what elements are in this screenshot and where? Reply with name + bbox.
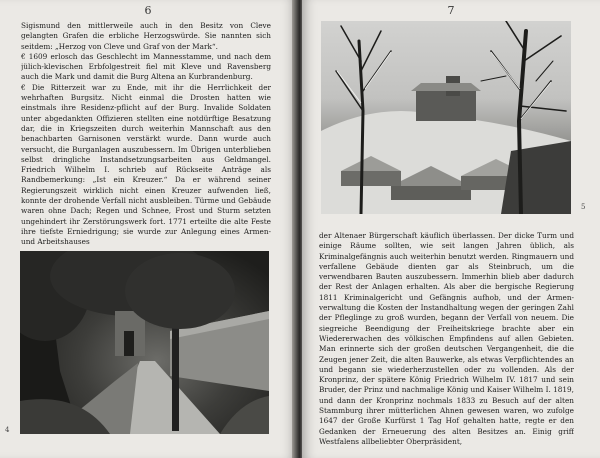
figure-mark-right: 5 <box>581 203 586 211</box>
page-number-right: 7 <box>447 4 455 17</box>
figure-mark-left: 4 <box>5 426 10 434</box>
photo-winter-castle-drawing <box>321 21 571 214</box>
photo-winter-castle <box>321 21 571 214</box>
left-page <box>0 0 296 458</box>
page-number-left: 6 <box>144 4 152 17</box>
left-page-text <box>21 21 271 251</box>
paragraph: € 1609 erlosch das Geschlecht im Mannesstamme, und nach dem jülich-klevischen Erbfolgestreit fiel mit Kleve und Ravensberg auch die Mark und damit die Burg Altena an Kurbrandenburg. <box>21 51 271 82</box>
photo-castle-path-drawing <box>20 251 269 434</box>
paragraph: Sigismund den mittlerweile auch in den Besitz von Cleve gelangten Grafen die erbliche Herzogswürde. Sie nannten sich seitdem: „Herzog von Cleve und Graf von der Mark“. <box>21 21 271 51</box>
paragraph: € Die Ritterzeit war zu Ende, mit ihr die Herrlichkeit der wehrhaften Burgsitz. Nicht einmal die Drosten hatten wie einstmals ihre Residenz-pflicht auf der Burg. Invalide Soldaten unter abgedankten Offizieren stellten eine notdürftige Besatzung dar, die in Kriegszeiten durch weiterhin Mannschaft aus den benachbarten Garnisonen verstärkt wurde. Dann wurde auch versucht, die Burganlagen auszubessern. Im Übrigen unterblieben selbst dringliche Instandsetzungsarbeiten aus Geldmangel. Friedrich Wilhelm I. schrieb auf Rückseite Anträge als Randbemerkung: „Ist ein Kreuzer.“ Da er während seiner Regierungszeit wirklich nicht einen Kreuzer aufwenden ließ, konnte der drohende Verfall nicht ausbleiben. Türme und Gebäude waren ohne Dach; Regen und Schnee, Frost und Sturm setzten ungehindert ihr Zerstörungswerk fort. 1771 erteilte die alte Feste ihre tiefste Erniedrigung; sie wurde zur Anlegung eines Armen- und Arbeitshauses <box>21 82 271 247</box>
paragraph: der Altenaer Bürgerschaft käuflich überlassen. Der dicke Turm und einige Räume sollten, wie seit langen Jahren üblich, als Kriminalgefängnis auch weiterhin benutzt werden. Ringmauern und verfallene Gebäude dienten gar als Steinbruch, um die verwendbaren Bauten auszubessern. Immerhin blieb aber dadurch der Rest der Anlagen erhalten. Als aber die bergische Regierung 1811 Kriminalgericht und Gefängnis aufhob, und der Armen-verwaltung die Kosten der Instandhaltung wegen der geringen Zahl der Pfleglinge zu groß wurden, begann der Verfall von neuem. Die siegreiche Beendigung der Freiheitskriege brachte aber ein Wiedererwachen des völkischen Empfindens auf allen Gebieten. Man erinnerte sich der großen deutschen Vergangenheit, die die Zeugen jener Zeit, die alten Bauwerke, als etwas Verpflichtendes an und begann sie wiederherzustellen oder zu vollenden. Als der Kronprinz, der spätere König Friedrich Wilhelm IV. 1817 und sein Bruder, der Prinz und nachmalige König und Kaiser Wilhelm I. 1819, und dann der Kronprinz nochmals 1833 zu Besuch auf der alten Stammburg ihrer mütterlichen Ahnen gewesen waren, wo zufolge 1647 der Große Kurfürst 1 Tag Hof gehalten hatte, regte er den Gedanken der Erneuerung des alten Besitzes an. Einig griff Westfalens allbeliebter Oberpräsident, <box>319 231 574 446</box>
right-page-text <box>319 231 574 453</box>
photo-castle-path <box>20 251 269 434</box>
